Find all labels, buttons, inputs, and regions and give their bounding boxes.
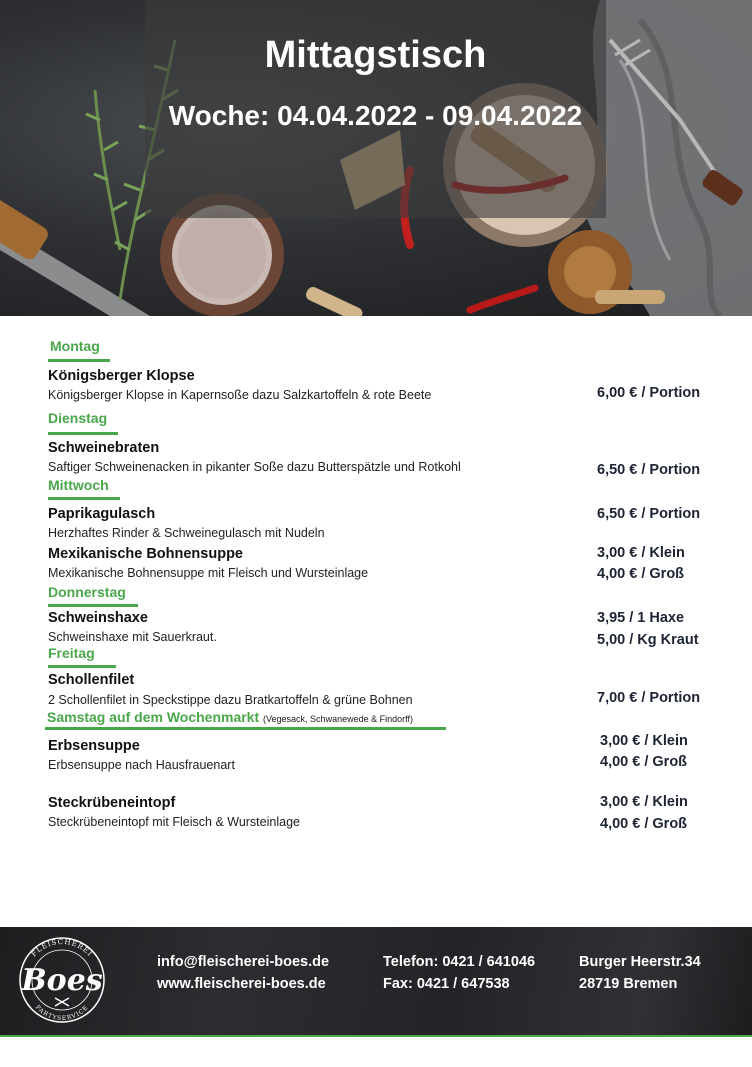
day-underline [45,727,446,730]
dish-price: 4,00 € / Groß [600,754,688,770]
day-heading-montag: Montag [50,338,100,354]
day-underline [48,359,110,362]
footer-accent-line [0,1035,752,1037]
dish-description: Erbsensuppe nach Hausfrauenart [48,758,235,772]
dish-title: Erbsensuppe [48,738,140,754]
fax-number: Fax: 0421 / 647538 [383,976,510,992]
dish-description: Mexikanische Bohnensuppe mit Fleisch und Wursteinlage [48,566,369,580]
dish-price: 6,00 € / Portion [597,385,701,401]
phone-number: Telefon: 0421 / 641046 [383,954,536,970]
dish-description: Schweinshaxe mit Sauerkraut. [48,630,217,644]
svg-text:FLEISCHEREI: FLEISCHEREI [29,937,95,959]
day-underline [48,604,138,607]
page-title: Mittagstisch [264,34,487,76]
day-heading-donnerstag: Donnerstag [48,584,126,600]
day-underline [48,432,118,435]
dish-price: 3,00 € / Klein [600,733,688,749]
dish-price: 4,00 € / Groß [600,816,688,832]
boes-logo [12,932,112,1024]
dish-title: Schweinshaxe [48,610,148,626]
dish-title: Schweinebraten [48,440,160,456]
dish-title: Mexikanische Bohnensuppe [48,546,243,562]
dish-title: Schollenfilet [48,672,135,688]
dish-description: 2 Schollenfilet in Speckstippe dazu Bratkartoffeln & grüne Bohnen [48,693,413,707]
day-underline [48,665,116,668]
dish-description: Saftiger Schweinenacken in pikanter Soße dazu Butterspätzle und Rotkohl [48,460,461,474]
day-heading-freitag: Freitag [48,645,95,661]
dish-description: Herzhaftes Rinder & Schweinegulasch mit Nudeln [48,526,325,540]
dish-price: 3,00 € / Klein [597,545,685,561]
dish-description: Steckrübeneintopf mit Fleisch & Wursteinlage [48,815,300,829]
dish-price: 3,00 € / Klein [600,794,688,810]
day-heading-samstag [47,709,413,725]
dish-title: Paprikagulasch [48,506,156,522]
dish-price: 6,50 € / Portion [597,506,701,522]
svg-text:PARTYSERVICE: PARTYSERVICE [33,1003,91,1023]
svg-text:Boes: Boes [21,963,103,998]
market-locations-note: (Vegesack, Schwanewede & Findorff) [263,714,413,724]
dish-title: Steckrübeneintopf [48,795,176,811]
dish-price: 6,50 € / Portion [597,462,701,478]
dish-description: Königsberger Klopse in Kapernsoße dazu Salzkartoffeln & rote Beete [48,388,432,402]
website-link[interactable]: www.fleischerei-boes.de [157,976,326,992]
day-heading-dienstag: Dienstag [48,410,108,426]
day-heading-samstag-label: Samstag auf dem Wochenmarkt [47,709,260,725]
dish-price: 7,00 € / Portion [597,690,701,706]
email-link[interactable]: info@fleischerei-boes.de [157,954,330,970]
dish-price: 4,00 € / Groß [597,566,685,582]
city-address: 28719 Bremen [579,976,678,992]
day-underline [48,497,120,500]
dish-title: Königsberger Klopse [48,368,195,384]
street-address: Burger Heerstr.34 [579,954,701,970]
dish-price: 5,00 / Kg Kraut [597,632,699,648]
week-range: Woche: 04.04.2022 - 09.04.2022 [168,100,583,131]
day-heading-mittwoch: Mittwoch [48,477,109,493]
dish-price: 3,95 / 1 Haxe [597,610,685,626]
